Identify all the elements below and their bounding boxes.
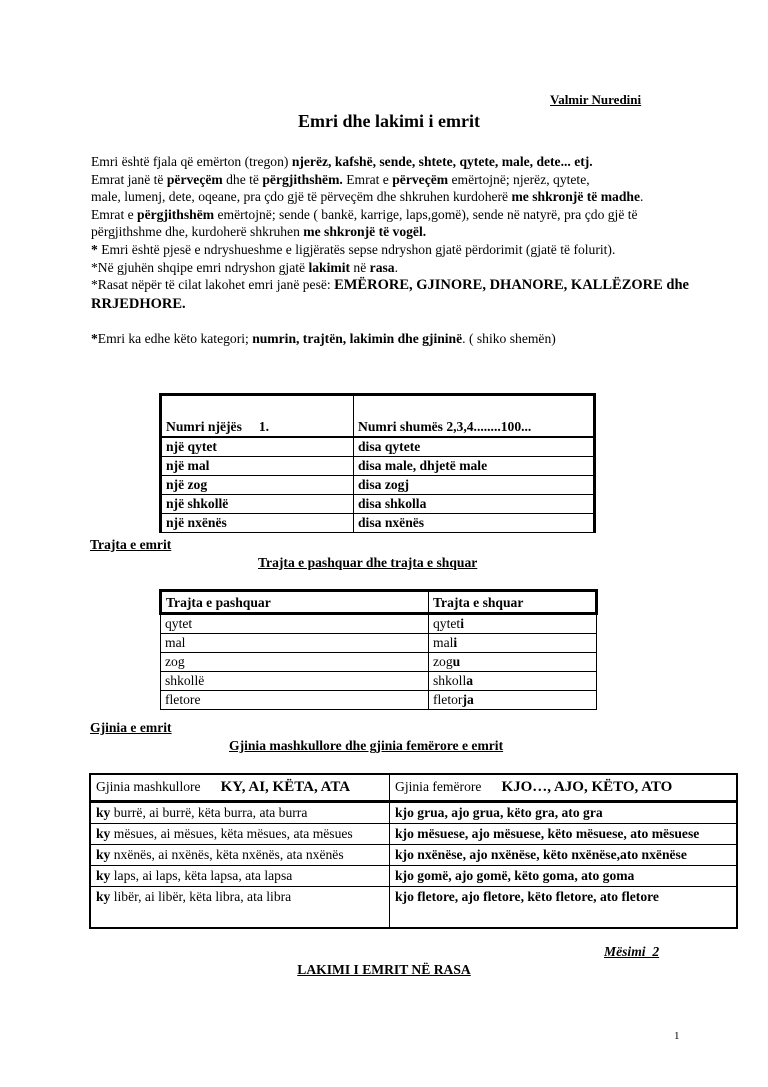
table-row — [90, 802, 737, 824]
intro-line-2: Emrat janë të përveçëm dhe të përgjithshëm. Emrat e përveçëm emërtojnë; njerëz, qytete, — [91, 171, 590, 187]
lesson-title: LAKIMI I EMRIT NË RASA — [297, 962, 471, 977]
feminine-cell: kjo gomë, ajo gomë, këto goma, ato goma — [390, 866, 738, 887]
intro-line-3: male, lumenj, dete, oqeane, pra çdo gjë të përveçëm dhe shkruhen kurdoherë me shkronjë të madhe. — [91, 189, 644, 205]
plural-cell: disa qytete — [354, 437, 595, 457]
gender-subheading: Gjinia mashkullore dhe gjinia femërore e emrit — [229, 738, 504, 753]
intro-line-4: Emrat e përgjithshëm emërtojnë; sende ( bankë, karrige, laps,gomë), sende në natyrë, pra çdo gjë të përgjithshme dhe, kurdoherë shkruhen me shkronjë të vogël. — [91, 206, 638, 240]
page-number: 1 — [674, 1030, 680, 1042]
feminine-cell: kjo grua, ajo grua, këto gra, ato gra — [390, 802, 738, 824]
form-subheading: Trajta e pashquar dhe trajta e shquar — [258, 555, 478, 570]
intro-line-7: *Rasat nëpër të cilat lakohet emri janë pesë: EMËRORE, GJINORE, DHANORE, KALLËZORE dhe RRJEDHORE. — [91, 277, 689, 312]
header-singular: Numri njëjës 1. — [161, 395, 354, 438]
intro-line-5: * Emri është pjesë e ndryshueshme e ligjëratës sepse ndryshon gjatë përdorimit (gjatë të folurit). — [91, 241, 616, 257]
definite-cell: fletorja — [429, 691, 597, 710]
singular-cell: një nxënës — [161, 514, 354, 533]
plural-cell: disa shkolla — [354, 495, 595, 514]
table-row — [161, 437, 595, 457]
masculine-cell: ky nxënës, ai nxënës, këta nxënës, ata nxënës — [90, 845, 390, 866]
intro-paragraph — [91, 153, 691, 348]
table-row — [90, 866, 737, 887]
table-row — [161, 514, 595, 533]
table-row — [161, 614, 597, 634]
form-table-header — [161, 591, 597, 614]
header-indefinite: Trajta e pashquar — [161, 591, 429, 614]
table-row — [90, 887, 737, 929]
lesson-label: Mësimi 2 — [604, 944, 660, 959]
document-title: Emri dhe lakimi i emrit — [298, 111, 480, 131]
table-row — [161, 457, 595, 476]
singular-cell: një shkollë — [161, 495, 354, 514]
table-row — [161, 476, 595, 495]
masculine-cell: ky laps, ai laps, këta lapsa, ata lapsa — [90, 866, 390, 887]
table-row — [161, 495, 595, 514]
intro-line-8: *Emri ka edhe këto kategori; numrin, trajtën, lakimin dhe gjininë. ( shiko shemën) — [91, 331, 556, 347]
singular-cell: një zog — [161, 476, 354, 495]
plural-cell: disa nxënës — [354, 514, 595, 533]
number-table-header — [161, 395, 595, 438]
indefinite-cell: qytet — [161, 614, 429, 634]
indefinite-cell: zog — [161, 653, 429, 672]
gender-heading: Gjinia e emrit — [90, 720, 172, 735]
table-row — [161, 672, 597, 691]
feminine-cell: kjo mësuese, ajo mësuese, këto mësuese, ato mësuese — [390, 824, 738, 845]
singular-cell: një mal — [161, 457, 354, 476]
feminine-cell: kjo fletore, ajo fletore, këto fletore, ato fletore — [390, 887, 738, 929]
table-row — [90, 845, 737, 866]
header-definite: Trajta e shquar — [429, 591, 597, 614]
number-table — [159, 393, 596, 533]
table-row — [161, 653, 597, 672]
author-name: Valmir Nuredini — [550, 92, 642, 107]
masculine-cell: ky libër, ai libër, këta libra, ata libra — [90, 887, 390, 929]
header-masculine: Gjinia mashkullore KY, AI, KËTA, ATA — [90, 774, 390, 802]
definite-cell: qyteti — [429, 614, 597, 634]
gender-table-header — [90, 774, 737, 802]
definite-cell: zogu — [429, 653, 597, 672]
header-plural: Numri shumës 2,3,4........100... — [354, 395, 595, 438]
masculine-cell: ky burrë, ai burrë, këta burra, ata burra — [90, 802, 390, 824]
indefinite-cell: fletore — [161, 691, 429, 710]
masculine-cell: ky mësues, ai mësues, këta mësues, ata mësues — [90, 824, 390, 845]
plural-cell: disa zogj — [354, 476, 595, 495]
intro-line-1: Emri është fjala që emërton (tregon) njerëz, kafshë, sende, shtete, qytete, male, dete... etj. — [91, 154, 593, 169]
header-feminine: Gjinia femërore KJO…, AJO, KËTO, ATO — [390, 774, 738, 802]
feminine-cell: kjo nxënëse, ajo nxënëse, këto nxënëse,ato nxënëse — [390, 845, 738, 866]
intro-line-6: *Në gjuhën shqipe emri ndryshon gjatë lakimit në rasa. — [91, 259, 398, 275]
indefinite-cell: mal — [161, 634, 429, 653]
table-row — [90, 824, 737, 845]
table-row — [161, 691, 597, 710]
form-table — [159, 589, 598, 710]
definite-cell: shkolla — [429, 672, 597, 691]
indefinite-cell: shkollë — [161, 672, 429, 691]
form-heading: Trajta e emrit — [90, 537, 172, 552]
table-row — [161, 634, 597, 653]
gender-table — [89, 773, 738, 929]
plural-cell: disa male, dhjetë male — [354, 457, 595, 476]
singular-cell: një qytet — [161, 437, 354, 457]
definite-cell: mali — [429, 634, 597, 653]
